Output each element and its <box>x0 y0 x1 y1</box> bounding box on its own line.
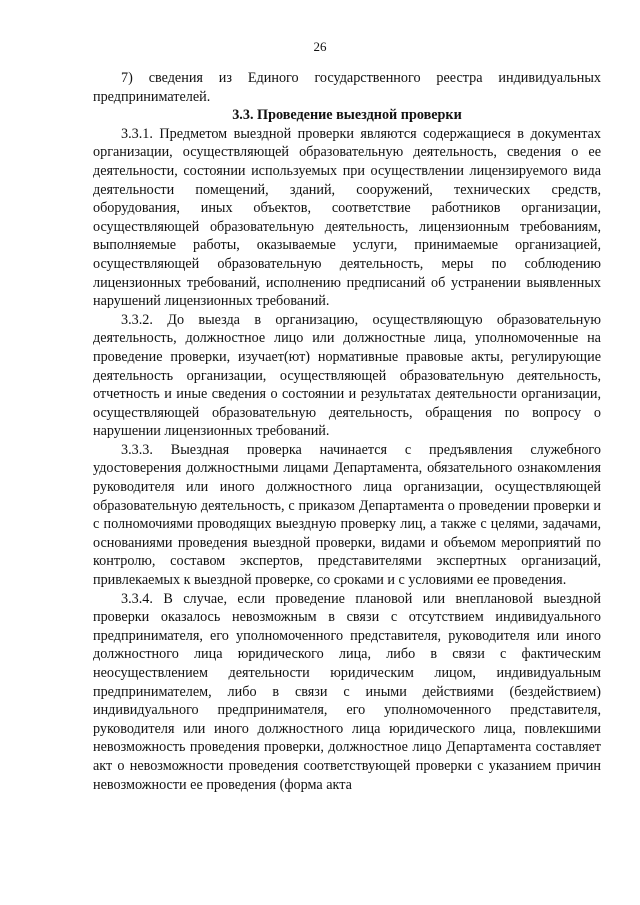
paragraph-3-3-1: 3.3.1. Предметом выездной проверки являются содержащиеся в документах организации, осуществляющей образовательную деятельность, сведения о ее деятельности, состоянии используемых при осуществлении лицензируемого вида деятельности помещений, зданий, сооружений, технических средств, оборудования, иных объектов, соответствие работников организации, осуществляющей образовательную деятельность, лицензионным требованиям, выполняемые работы, оказываемые услуги, принимаемые организацией, осуществляющей образовательную деятельность, меры по соблюдению лицензионных требований, исполнению предписаний об устранении выявленных нарушений лицензионных требований. <box>93 125 601 310</box>
paragraph-3-3-3: 3.3.3. Выездная проверка начинается с предъявления служебного удостоверения должностными лицами Департамента, обязательного ознакомления руководителя или иного должностного лица организации, осуществляющей образовательную деятельность, с приказом Департамента о проведении проверки и с полномочиями проводящих выездную проверку лиц, а также с целями, задачами, основаниями проведения выездной проверки, видами и объемом мероприятий по контролю, составом экспертов, представителями экспертных организаций, привлекаемых к выездной проверке, со сроками и с условиями ее проведения. <box>93 441 601 589</box>
paragraph-3-3-4: 3.3.4. В случае, если проведение плановой или внеплановой выездной проверки оказалось невозможным в связи с отсутствием индивидуального предпринимателя, его уполномоченного представителя, руководителя или иного должностного лица юридического лица, либо в связи с фактическим неосуществлением деятельности юридическим лицом, индивидуальным предпринимателем, либо в связи с иными действиями (бездействием) индивидуального предпринимателя, его уполномоченного представителя, руководителя или иного должностного лица юридического лица, повлекшими невозможность проведения проверки, должностное лицо Департамента составляет акт о невозможности проведения соответствующей проверки с указанием причин невозможности ее проведения (форма акта <box>93 590 601 793</box>
list-item-7: 7) сведения из Единого государственного реестра индивидуальных предпринимателей. <box>93 70 601 105</box>
document-body <box>93 69 601 794</box>
paragraph-3-3-2: 3.3.2. До выезда в организацию, осуществляющую образовательную деятельность, должностное лицо или должностные лица, уполномоченные на проведение проверки, изучает(ют) нормативные правовые акты, регулирующие деятельность организации, осуществляющей образовательную деятельность, отчетность и иные сведения о состоянии и результатах деятельности организации, осуществляющей образовательную деятельность, обращения по вопросу о нарушении лицензионных требований. <box>93 311 601 440</box>
section-heading: 3.3. Проведение выездной проверки <box>232 107 462 124</box>
page-number: 26 <box>313 39 327 54</box>
